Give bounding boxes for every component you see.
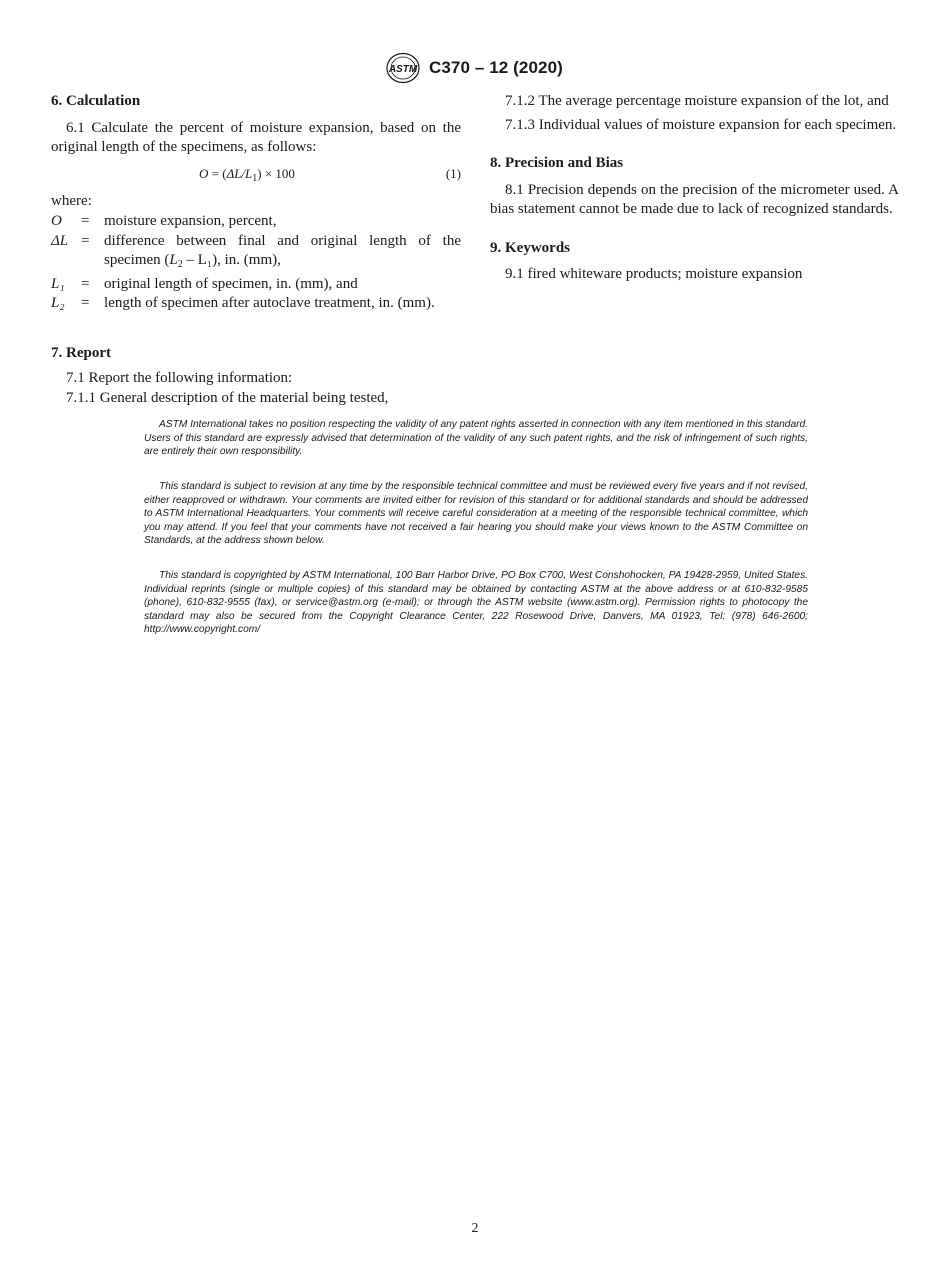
definition-text-c: – L₁), in. (mm), xyxy=(182,252,281,268)
definition-equals: = xyxy=(81,275,90,292)
equation-sub: 1 xyxy=(252,172,258,184)
definition-row xyxy=(51,294,461,314)
equation-eq: = ( xyxy=(208,165,227,181)
definition-sub: 2 xyxy=(177,259,183,270)
page-number: 2 xyxy=(471,1221,479,1236)
paragraph-9-1: 9.1 fired whiteware products; moisture expansion xyxy=(505,266,803,282)
definition-equals: = xyxy=(81,232,90,249)
definition-text xyxy=(104,232,461,275)
definition-text-a: difference between final and original length of the specimen ( xyxy=(104,232,461,268)
document-designation: C370 – 12 (2020) xyxy=(429,58,563,77)
right-column xyxy=(490,92,899,285)
definition-equals: = xyxy=(81,295,90,311)
left-column xyxy=(51,92,461,408)
definition-symbol: L₁ xyxy=(51,275,65,292)
revision-notice xyxy=(144,480,808,548)
svg-text:ASTM: ASTM xyxy=(388,64,418,75)
patent-notice xyxy=(144,418,808,459)
paragraph-7-1-3: 7.1.3 Individual values of moisture expansion for each specimen. xyxy=(505,116,897,133)
definition-equals: = xyxy=(81,213,90,229)
paragraph-7-1-1: 7.1.1 General description of the material being tested, xyxy=(66,389,389,406)
copyright-notice xyxy=(144,569,808,637)
definition-symbol: ΔL xyxy=(51,232,69,249)
definition-row xyxy=(51,232,461,275)
equation-1 xyxy=(51,162,461,184)
paragraph-7-1-2: 7.1.2 The average percentage moisture expansion of the lot, and xyxy=(505,93,889,109)
equation-delta: ΔL/L xyxy=(226,165,253,181)
equation-number: (1) xyxy=(445,165,461,181)
page-header xyxy=(0,52,950,86)
paragraph-8-1: 8.1 Precision depends on the precision of the micrometer used. A bias statement cannot be made due to lack of recognized standards. xyxy=(490,181,899,217)
equation-lhs: O xyxy=(199,165,209,181)
definition-text: moisture expansion, percent, xyxy=(104,213,277,229)
copyright-notice-text: This standard is copyrighted by ASTM International, 100 Barr Harbor Drive, PO Box C700, West Conshohocken, PA 19428-2959, United States. Individual reprints (single or multiple copies) of this standard may be obtained by contacting ASTM at the above address or at 610-832-9585 (phone), 610-832-9555 (fax), or service@astm.org (e-mail); or through the ASTM website (www.astm.org). Permission rights to photocopy the standard may also be secured from the Copyright Clearance Center, 222 Rosewood Drive, Danvers, MA 01923, Tel: (978) 646-2600; http://www.copyright.com/ xyxy=(144,570,808,636)
section-9-heading: 9. Keywords xyxy=(490,239,570,256)
section-6-heading: 6. Calculation xyxy=(51,93,141,109)
equation-body xyxy=(199,164,295,189)
astm-logo xyxy=(385,52,421,84)
definition-row xyxy=(51,275,461,295)
definition-list xyxy=(51,212,461,314)
definition-text: length of specimen after autoclave treatment, in. (mm). xyxy=(104,295,435,311)
where-label: where: xyxy=(51,192,92,209)
definition-symbol: L₂ xyxy=(51,295,65,311)
section-8-heading: 8. Precision and Bias xyxy=(490,155,624,171)
paragraph-6-1: 6.1 Calculate the percent of moisture expansion, based on the original length of the specimens, as follows: xyxy=(51,119,461,155)
definition-row xyxy=(51,212,461,232)
definition-symbol: O xyxy=(51,213,62,229)
paragraph-7-1: 7.1 Report the following information: xyxy=(66,370,293,386)
patent-notice-text: ASTM International takes no position respecting the validity of any patent rights asserted in connection with any item mentioned in this standard. Users of this standard are expressly advised that determination of the validity of any such patent rights, and the risk of infringement of such rights, are entirely their own responsibility. xyxy=(144,419,808,458)
section-7-heading: 7. Report xyxy=(51,344,111,361)
equation-tail: ) × 100 xyxy=(257,165,295,181)
revision-notice-text: This standard is subject to revision at any time by the responsible technical committee and must be reviewed every five years and if not revised, either reapproved or withdrawn. Your comments are invited either for revision of this standard or for additional standards and should be addressed to ASTM International Headquarters. Your comments will receive careful consideration at a meeting of the responsible technical committee, which you may attend. If you feel that your comments have not received a fair hearing you should make your views known to the ASTM Committee on Standards, at the address shown below. xyxy=(144,481,808,547)
definition-text: original length of specimen, in. (mm), and xyxy=(104,275,358,292)
definition-text-b: L xyxy=(169,252,178,268)
